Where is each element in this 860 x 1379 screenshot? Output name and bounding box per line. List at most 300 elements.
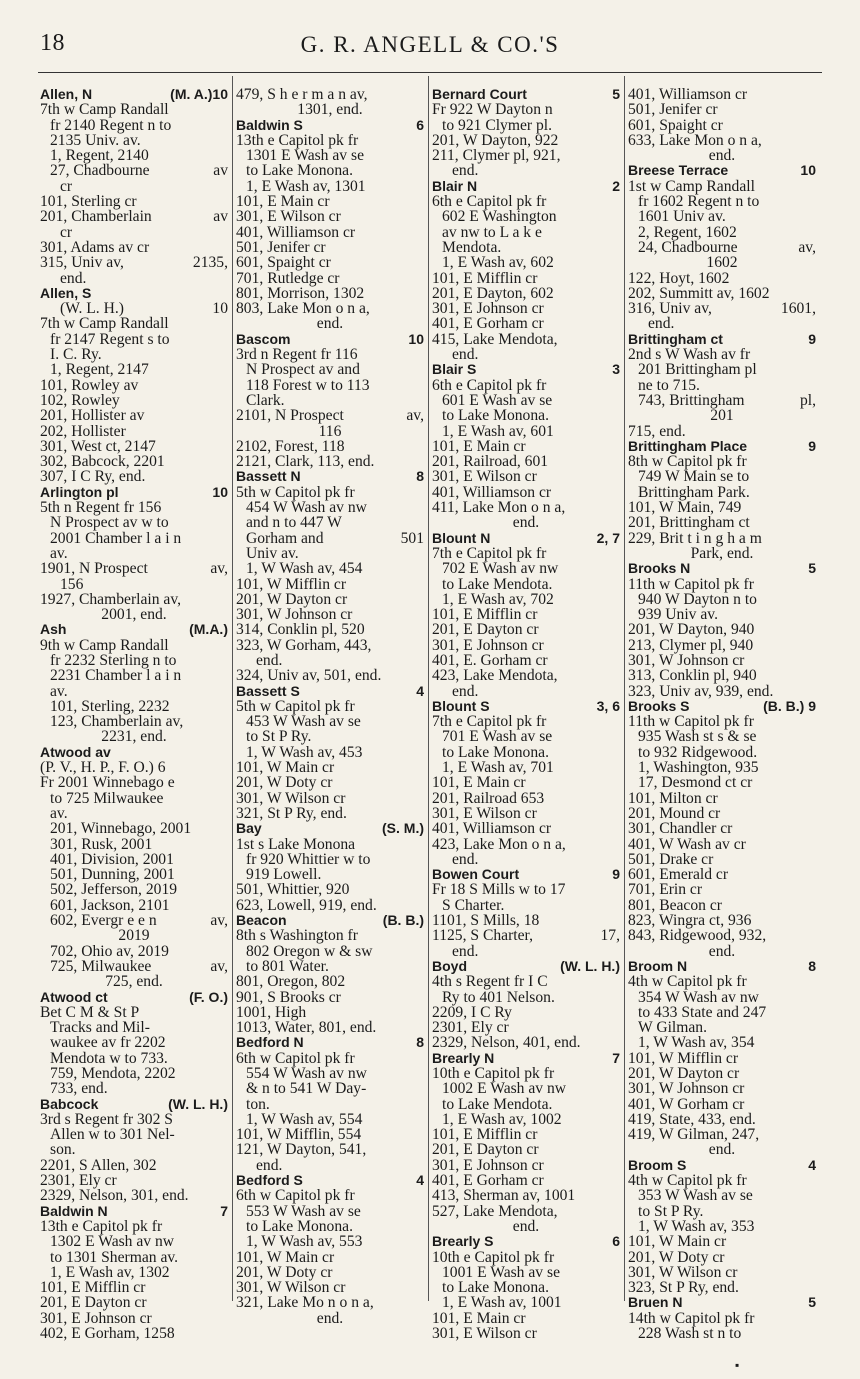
directory-line: 101, E Main cr (432, 1309, 526, 1327)
street-heading (236, 821, 424, 836)
street-district: 8 (808, 957, 816, 974)
directory-line: 803, Lake Mon o n a, (236, 300, 370, 318)
street-name: Allen, N (40, 86, 93, 102)
street-heading (432, 531, 620, 546)
street-heading (40, 1097, 228, 1112)
street-heading (236, 1173, 424, 1188)
directory-line: Clark. (246, 391, 285, 409)
street-district: (W. L. H.) (560, 957, 620, 974)
directory-line: 301, W Wilson cr (628, 1263, 738, 1281)
directory-line: 201, W Doty cr (236, 774, 333, 792)
street-name: Baldwin N (40, 1202, 108, 1219)
street-heading (628, 1295, 816, 1310)
line-text-right: av, (210, 912, 228, 930)
directory-line: Bet C M & St P (40, 1003, 140, 1021)
directory-line: 6th e Capitol pk fr (432, 376, 547, 394)
street-name: Arlington pl (40, 483, 119, 500)
directory-line: 7th w Camp Randall (40, 315, 169, 333)
directory-line: 401, E. Gorham cr (432, 651, 548, 669)
directory-line: 201, W Dayton cr (628, 1065, 740, 1082)
directory-line: 11th w Capitol pk fr (628, 575, 754, 593)
street-name: Brearly S (432, 1233, 494, 1250)
directory-line: 2102, Forest, 118 (236, 437, 345, 455)
line-text-right: pl, (799, 391, 816, 409)
street-name: Bedford N (236, 1034, 304, 1051)
street-district: 2, 7 (596, 529, 620, 546)
directory-line: Univ av. (246, 544, 299, 562)
street-district: (F. O.) (189, 988, 228, 1005)
directory-line: 101, W Main cr (236, 1248, 335, 1266)
directory-line: 502, Jefferson, 2019 (50, 881, 178, 899)
street-name: Boyd (432, 957, 467, 974)
directory-line: 1602 (706, 254, 738, 272)
street-district: 7 (612, 1049, 620, 1066)
street-name: Brittingham Place (628, 437, 748, 454)
street-district: 8 (416, 468, 424, 485)
directory-line: 353 W Wash av se (638, 1187, 753, 1205)
directory-line: and n to 447 W (246, 514, 342, 532)
street-district: (B. B.) 9 (763, 697, 816, 714)
directory-line: Park, end. (690, 544, 754, 562)
directory-line: 411, Lake Mon o n a, (432, 499, 566, 517)
directory-line: 201, Hollister av (40, 407, 145, 425)
directory-line: waukee av fr 2202 (50, 1034, 166, 1052)
directory-line: 13th e Capitol pk fr (236, 131, 359, 149)
directory-line: 101, E Mifflin cr (432, 269, 538, 287)
directory-line: 401, W Wash av cr (628, 835, 746, 853)
directory-line: 7th e Capitol pk fr (432, 544, 547, 562)
line-text-right: 10 (212, 300, 228, 318)
directory-line: 5th n Regent fr 156 (40, 499, 162, 517)
directory-line: 201, E Dayton cr (40, 1294, 147, 1312)
street-name: Bedford S (236, 1172, 303, 1189)
street-heading (432, 959, 620, 974)
directory-line: 201, W Dayton, 940 (628, 621, 755, 639)
directory-line: 527, Lake Mendota, (432, 1202, 558, 1220)
directory-line: 601 E Wash av se (442, 391, 553, 409)
street-heading (432, 87, 620, 102)
street-district: 10 (800, 162, 816, 179)
directory-line: 10th e Capitol pk fr (432, 1065, 555, 1082)
directory-line: Fr 18 S Mills w to 17 (432, 881, 566, 899)
directory-line: 213, Clymer pl, 940 (628, 636, 754, 654)
directory-line: 13th e Capitol pk fr (40, 1217, 163, 1235)
street-name: Bassett S (236, 682, 300, 699)
directory-line: 801, Oregon, 802 (236, 973, 346, 991)
line-text-right: 17, (600, 927, 620, 945)
directory-line: 1, W Wash av, 353 (638, 1217, 755, 1235)
street-heading (40, 485, 228, 500)
directory-line: 749 W Main se to (638, 468, 750, 486)
street-name: Baldwin S (236, 116, 303, 133)
street-name: Brittingham ct (628, 330, 723, 347)
directory-line: 313, Conklin pl, 940 (628, 667, 757, 685)
street-district: 5 (808, 560, 816, 577)
directory-line: 715, end. (628, 422, 686, 440)
directory-line: 156 (60, 575, 84, 593)
directory-line: 301, W Wilson cr (236, 789, 346, 807)
directory-line: 101, E Main cr (236, 193, 330, 211)
print-speck: ▪ (735, 1358, 740, 1372)
directory-line: 1302 E Wash av nw (50, 1233, 175, 1251)
directory-line: 733, end. (50, 1080, 108, 1098)
directory-line: 601, Emerald cr (628, 866, 729, 884)
directory-line: 118 Forest w to 113 (246, 376, 370, 394)
street-heading (40, 622, 228, 637)
directory-line: to Lake Monona. (246, 162, 353, 180)
line-text: 602, Evergr e e n (50, 912, 157, 930)
directory-line: 1, W Wash av, 454 (246, 560, 363, 578)
directory-line: end. (452, 682, 479, 700)
directory-line: end. (512, 1217, 540, 1235)
directory-line: 201, E Dayton cr (432, 1141, 539, 1159)
directory-line: to 725 Milwaukee (50, 789, 164, 807)
directory-line: 3rd s Regent fr 302 S (40, 1110, 173, 1128)
directory-line: 1, W Wash av, 554 (246, 1110, 363, 1128)
directory-line: 1, E Wash av, 702 (442, 590, 554, 608)
directory-line: 1st s Lake Monona (236, 835, 356, 853)
street-district: 4 (416, 682, 424, 699)
line-text-right: av, (210, 560, 228, 578)
directory-line: 401, E Gorham cr (432, 315, 544, 333)
directory-line: 423, Lake Mon o n a, (432, 835, 566, 853)
line-text-right: 501 (400, 529, 424, 547)
directory-line: 501, Jenifer cr (628, 101, 718, 119)
directory-line: 5th w Capitol pk fr (236, 697, 355, 715)
column-divider (232, 76, 233, 1301)
street-heading (628, 332, 816, 347)
page-number: 18 (40, 30, 65, 56)
directory-line: Brittingham Park. (638, 483, 750, 501)
street-district: (S. M.) (382, 820, 424, 837)
street-heading (432, 867, 620, 882)
directory-line: 101, Sterling, 2232 (50, 697, 170, 715)
street-heading (432, 699, 620, 714)
directory-line: 401, E Gorham cr (432, 1172, 544, 1190)
line-text-right: av, (210, 957, 228, 975)
directory-line: to 932 Ridgewood. (638, 743, 758, 761)
street-name: Beacon (236, 912, 287, 929)
directory-line: 1, W Wash av, 354 (638, 1034, 755, 1052)
directory-line: 2135 Univ. av. (50, 131, 141, 149)
directory-line: 2231 Chamber l a i n (50, 667, 182, 685)
directory-line: 1, Regent, 2147 (50, 361, 149, 379)
directory-line: 1, E Wash av, 1001 (442, 1294, 562, 1312)
directory-line: 401, Williamson cr (628, 86, 748, 103)
street-district: 5 (612, 86, 620, 102)
directory-line: 454 W Wash av nw (246, 499, 367, 517)
directory-line: 101, E Mifflin cr (40, 1279, 146, 1297)
directory-line: 759, Mendota, 2202 (50, 1065, 176, 1082)
directory-line: son. (50, 1141, 76, 1159)
street-heading (432, 1051, 620, 1066)
directory-line: end. (316, 1309, 344, 1327)
directory-line: 1, E Wash av, 1301 (246, 177, 366, 195)
directory-line: 1001, High (236, 1003, 307, 1021)
directory-line: 4th w Capitol pk fr (628, 1172, 747, 1190)
street-name: Brearly N (432, 1049, 495, 1066)
street-name: Bay (236, 820, 262, 837)
directory-line (432, 928, 620, 943)
directory-line: 801, Morrison, 1302 (236, 284, 365, 302)
street-heading (236, 332, 424, 347)
street-name: Atwood ct (40, 988, 108, 1005)
directory-line: 201, Railroad 653 (432, 789, 545, 807)
directory-line: 2329, Nelson, 401, end. (432, 1034, 581, 1052)
directory-line: 1, E Wash av, 1002 (442, 1110, 562, 1128)
street-district: 7 (220, 1202, 228, 1219)
directory-line: end. (256, 651, 283, 669)
street-name: Breese Terrace (628, 162, 729, 179)
directory-line: 6th w Capitol pk fr (236, 1187, 355, 1205)
directory-line: 228 Wash st n to (638, 1325, 742, 1343)
directory-line (628, 301, 816, 316)
directory-line: I. C. Ry. (50, 346, 102, 364)
street-name: Bowen Court (432, 866, 520, 883)
directory-line: 101, E Main cr (432, 437, 526, 455)
directory-line: 633, Lake Mon o n a, (628, 131, 762, 149)
directory-line: 1601 Univ av. (638, 208, 726, 226)
line-text: 24, Chadbourne (638, 238, 738, 256)
line-text: 725, Milwaukee (50, 957, 152, 975)
directory-line: 801, Beacon cr (628, 896, 722, 914)
directory-line: 2121, Clark, 113, end. (236, 453, 375, 471)
directory-line: fr 2147 Regent s to (50, 330, 170, 348)
directory-line: 401, Williamson cr (432, 820, 552, 838)
directory-line: 4th w Capitol pk fr (628, 973, 747, 991)
line-text: (W. L. H.) (60, 300, 124, 318)
street-district: (M. A.)10 (170, 86, 228, 102)
directory-line: Ry to 401 Nelson. (442, 988, 555, 1006)
directory-line: 302, Babcock, 2201 (40, 453, 165, 471)
street-heading (40, 286, 228, 301)
directory-line: to 1301 Sherman av. (50, 1248, 179, 1266)
directory-line: 201, W Dayton, 922 (432, 131, 559, 149)
street-name: Broom S (628, 1156, 687, 1173)
directory-column-1 (40, 87, 228, 1341)
directory-line: 823, Wingra ct, 936 (628, 912, 752, 930)
directory-line: S Charter. (442, 896, 505, 914)
street-district: 10 (408, 330, 424, 347)
directory-line: N Prospect av and (246, 361, 360, 379)
street-name: Bascom (236, 330, 291, 347)
directory-line: 1001 E Wash av se (442, 1263, 560, 1281)
directory-line (40, 301, 228, 316)
directory-line: 201 Brittingham pl (638, 361, 757, 379)
directory-line: 401, W Gorham cr (628, 1095, 745, 1113)
street-district: (M.A.) (189, 621, 228, 638)
line-text: 316, Univ av, (628, 300, 712, 318)
line-text: 2101, N Prospect (236, 407, 344, 425)
street-name: Babcock (40, 1095, 99, 1112)
directory-line (236, 531, 424, 546)
line-text-right: av (213, 208, 228, 226)
directory-line: end. (256, 1156, 283, 1174)
directory-line: to 433 State and 247 (638, 1003, 767, 1021)
directory-line: 1, E Wash av, 701 (442, 759, 554, 777)
directory-line: 301, E Johnson cr (432, 1156, 544, 1174)
directory-line: to Lake Mendota. (442, 1095, 553, 1113)
column-divider (428, 76, 429, 1301)
directory-line: 101, Sterling cr (40, 193, 137, 211)
directory-line: 2231, end. (101, 728, 167, 746)
directory-line: 601, Jackson, 2101 (50, 896, 170, 914)
directory-line: to 921 Clymer pl. (442, 116, 553, 134)
directory-line: 2209, I C Ry (432, 1003, 512, 1021)
directory-line: 307, I C Ry, end. (40, 468, 146, 486)
directory-line: 802 Oregon w & sw (246, 942, 373, 960)
directory-line: Mendota w to 733. (50, 1049, 168, 1067)
directory-line: 116 (318, 422, 342, 440)
directory-line: W Gilman. (638, 1019, 708, 1037)
directory-line: 702, Ohio av, 2019 (50, 942, 169, 960)
directory-line: fr 2140 Regent n to (50, 116, 172, 134)
directory-line: end. (708, 1141, 736, 1159)
directory-line: 7th e Capitol pk fr (432, 713, 547, 731)
directory-line: 554 W Wash av nw (246, 1065, 367, 1082)
directory-line: 701, Rutledge cr (236, 269, 340, 287)
directory-line: 301, W Johnson cr (628, 1080, 745, 1098)
directory-line: 301, E Johnson cr (40, 1309, 152, 1327)
directory-line: 2001, end. (101, 606, 167, 624)
directory-line: 201, Railroad, 601 (432, 453, 549, 471)
directory-line: 1, W Wash av, 553 (246, 1233, 363, 1251)
directory-line: 1927, Chamberlain av, (40, 590, 182, 608)
directory-line: end. (452, 850, 479, 868)
directory-line: to Lake Mendota. (442, 575, 553, 593)
directory-line: 201, Mound cr (628, 804, 721, 822)
street-district: 9 (612, 866, 620, 883)
directory-line: 479, S h e r m a n av, (236, 86, 368, 103)
header-rule (38, 72, 822, 73)
street-heading (628, 959, 816, 974)
directory-line: av nw to L a k e (442, 223, 542, 241)
street-name: Brooks S (628, 697, 690, 714)
line-text-right: av, (406, 407, 424, 425)
directory-line: 6th w Capitol pk fr (236, 1049, 355, 1067)
directory-line: 901, S Brooks cr (236, 988, 341, 1006)
directory-line: 201, E Dayton cr (432, 621, 539, 639)
column-divider (624, 76, 625, 1301)
directory-line: to Lake Monona. (442, 1279, 549, 1297)
directory-line: 413, Sherman av, 1001 (432, 1187, 576, 1205)
street-heading (236, 469, 424, 484)
street-district: 9 (808, 437, 816, 454)
directory-line: 101, E Mifflin cr (432, 1126, 538, 1144)
street-name: Blount N (432, 529, 491, 546)
directory-line: 301, E Johnson cr (432, 636, 544, 654)
directory-line: 101, W Main cr (236, 759, 335, 777)
street-name: Ash (40, 621, 67, 638)
directory-line: cr (60, 177, 73, 195)
directory-line: 402, E Gorham, 1258 (40, 1325, 175, 1343)
street-name: Allen, S (40, 284, 92, 301)
directory-line: ton. (246, 1095, 270, 1113)
street-district: (B. B.) (382, 912, 424, 929)
street-name: Bernard Court (432, 86, 527, 102)
directory-line: 1, E Wash av, 1302 (50, 1263, 170, 1281)
directory-column-2 (236, 87, 424, 1326)
directory-line: 702 E Wash av nw (442, 560, 559, 578)
directory-column-3 (432, 87, 620, 1341)
directory-line: fr 920 Whittier w to (246, 850, 371, 868)
directory-line: fr 2232 Sterling n to (50, 651, 177, 669)
street-name: Bruen N (628, 1294, 683, 1311)
directory-line: 321, Lake Mo n o n a, (236, 1294, 374, 1312)
directory-line: 1, E Wash av, 601 (442, 422, 554, 440)
street-heading (236, 913, 424, 928)
directory-line: end. (60, 269, 87, 287)
street-heading (628, 163, 816, 178)
street-heading (432, 362, 620, 377)
directory-line: end. (452, 942, 479, 960)
directory-line: 202, Hollister (40, 422, 126, 440)
directory-line: 229, Brit t i n g h a m (628, 529, 762, 547)
directory-line: 415, Lake Mendota, (432, 330, 558, 348)
directory-line: 101, E Mifflin cr (432, 606, 538, 624)
directory-line: 301, E Wilson cr (432, 804, 537, 822)
directory-line: 1, E Wash av, 602 (442, 254, 554, 272)
directory-line: 102, Rowley (40, 391, 120, 409)
directory-line: 122, Hoyt, 1602 (628, 269, 730, 287)
directory-line: 323, St P Ry, end. (628, 1279, 739, 1297)
directory-line: 602 E Washington (442, 208, 557, 226)
directory-line: 419, State, 433, end. (628, 1110, 756, 1128)
directory-line: 301, E Johnson cr (432, 300, 544, 318)
directory-line: av. (50, 682, 68, 700)
directory-line: 4th s Regent fr I C (432, 973, 548, 991)
street-heading (236, 1035, 424, 1050)
directory-line: 1002 E Wash av nw (442, 1080, 567, 1098)
directory-line: Fr 922 W Dayton n (432, 101, 553, 119)
directory-line: 301, West ct, 2147 (40, 437, 156, 455)
directory-line: 8th w Capitol pk fr (628, 453, 747, 471)
directory-line: 843, Ridgewood, 932, (628, 927, 767, 945)
directory-line: 5th w Capitol pk fr (236, 483, 355, 501)
street-heading (40, 87, 228, 102)
directory-line: 301, Chandler cr (628, 820, 733, 838)
directory-line: 301, W Johnson cr (628, 651, 745, 669)
directory-line: 101, Milton cr (628, 789, 718, 807)
directory-line: end. (708, 942, 736, 960)
directory-column-4 (628, 87, 816, 1341)
directory-line: 501, Whittier, 920 (236, 881, 350, 899)
street-district: 10 (212, 483, 228, 500)
directory-line: 321, St P Ry, end. (236, 804, 347, 822)
street-name: Blair S (432, 361, 477, 378)
directory-line: 323, Univ av, 939, end. (628, 682, 774, 700)
directory-line: 201, E Dayton, 602 (432, 284, 554, 302)
directory-line: 101, W Mifflin cr (628, 1049, 739, 1067)
directory-line: 7th w Camp Randall (40, 101, 169, 119)
directory-line: 1301, end. (297, 101, 363, 119)
directory-line: 201, Brittingham ct (628, 514, 750, 532)
directory-line: 401, Williamson cr (432, 483, 552, 501)
street-heading (40, 745, 228, 760)
street-name: Blair N (432, 177, 478, 194)
directory-line: 1013, Water, 801, end. (236, 1019, 377, 1037)
directory-line: 401, Division, 2001 (50, 850, 174, 868)
street-heading (236, 118, 424, 133)
directory-line: 623, Lowell, 919, end. (236, 896, 377, 914)
street-district: 6 (416, 116, 424, 133)
directory-line: & n to 541 W Day- (246, 1080, 367, 1098)
directory-line: 301, E Wilson cr (236, 208, 341, 226)
street-district: 9 (808, 330, 816, 347)
street-district: 8 (416, 1034, 424, 1051)
directory-line: 101, W Mifflin, 554 (236, 1126, 362, 1144)
directory-line: 419, W Gilman, 247, (628, 1126, 760, 1144)
